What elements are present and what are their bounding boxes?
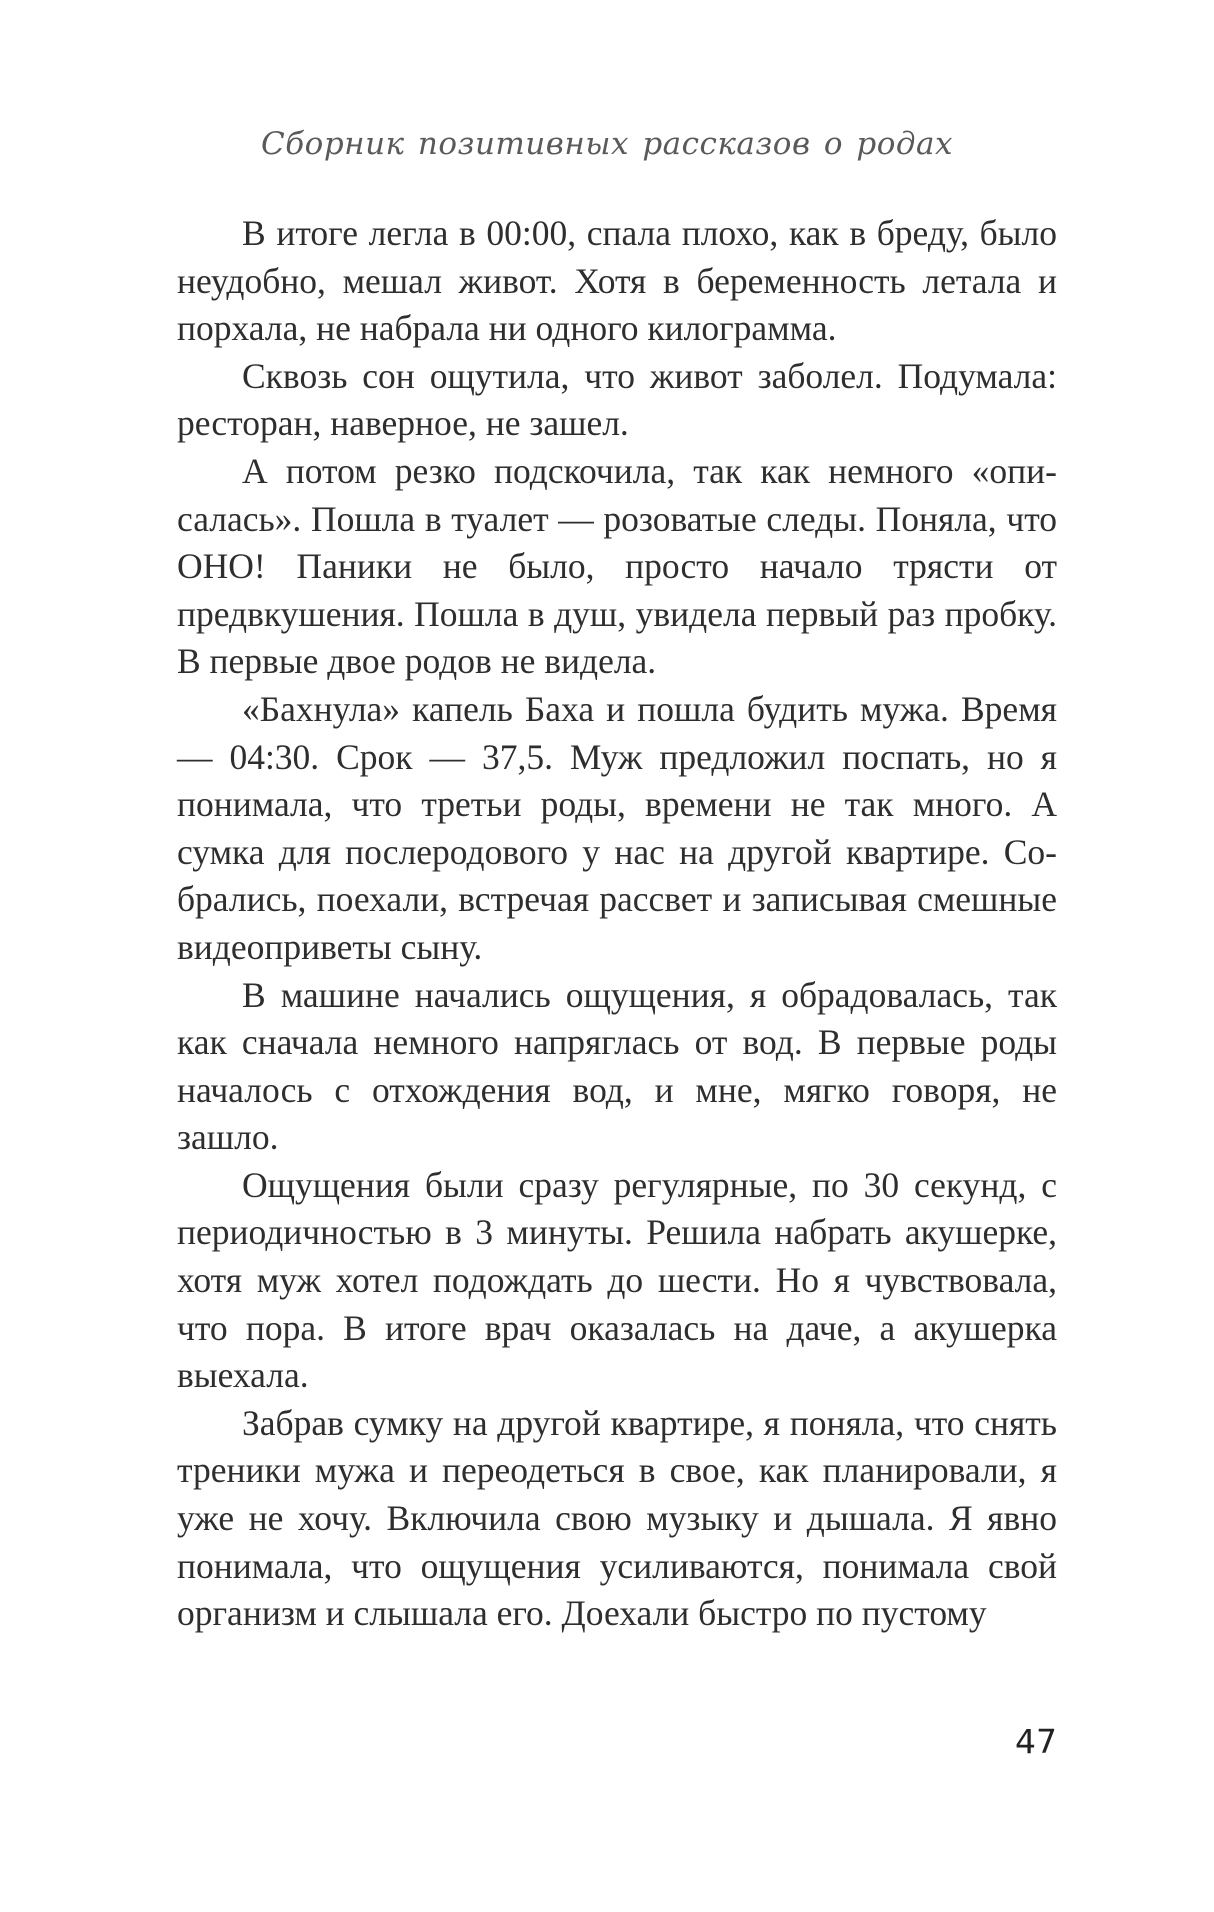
- paragraph: «Бахнула» капель Баха и пошла будить мужа. Время — 04:30. Срок — 37,5. Муж предложил поспать, но я понимала, что третьи роды, времени не так много. А сумка для послеродового у нас на другой квартире. Собрались, поехали, встречая рассвет и записывая смешные видеоприветы сыну.: [177, 688, 1057, 967]
- paragraph: Забрав сумку на другой квартире, я поняла, что снять треники мужа и переодеться в свое, как планировали, я уже не хочу. Включила свою музыку и дышала. Я явно понимала, что ощущения усиливаются, понимала свой организм и слышала его. Доехали быстро по пустому: [177, 1402, 1057, 1634]
- page-number: 47: [1015, 1722, 1057, 1761]
- running-header: Сборник позитивных рассказов о родах: [261, 126, 953, 162]
- paragraph: А потом резко подскочила, так как немного «описалась». Пошла в туалет — розоватые следы. Поняла, что ОНО! Паники не было, просто начало трясти от предвкушения. Пошла в душ, увидела первый раз пробку. В первые двое родов не видела.: [177, 450, 1057, 682]
- paragraph: Сквозь сон ощутила, что живот заболел. Подумала: ресторан, наверное, не зашел.: [177, 355, 1057, 444]
- body-text: [177, 210, 1057, 1638]
- paragraph: Ощущения были сразу регулярные, по 30 секунд, с периодичностью в 3 минуты. Решила набрать акушерке, хотя муж хотел подождать до шести. Но я чувствовала, что пора. В итоге врач оказалась на даче, а акушерка выехала.: [177, 1164, 1057, 1396]
- paragraph: В машине начались ощущения, я обрадовалась, так как сначала немного напряглась от вод. В первые роды началось с отхождения вод, и мне, мягко говоря, не зашло.: [177, 974, 1057, 1158]
- paragraph: В итоге легла в 00:00, спала плохо, как в бреду, было неудобно, мешал живот. Хотя в беременность летала и порхала, не набрала ни одного килограмма.: [177, 213, 1057, 349]
